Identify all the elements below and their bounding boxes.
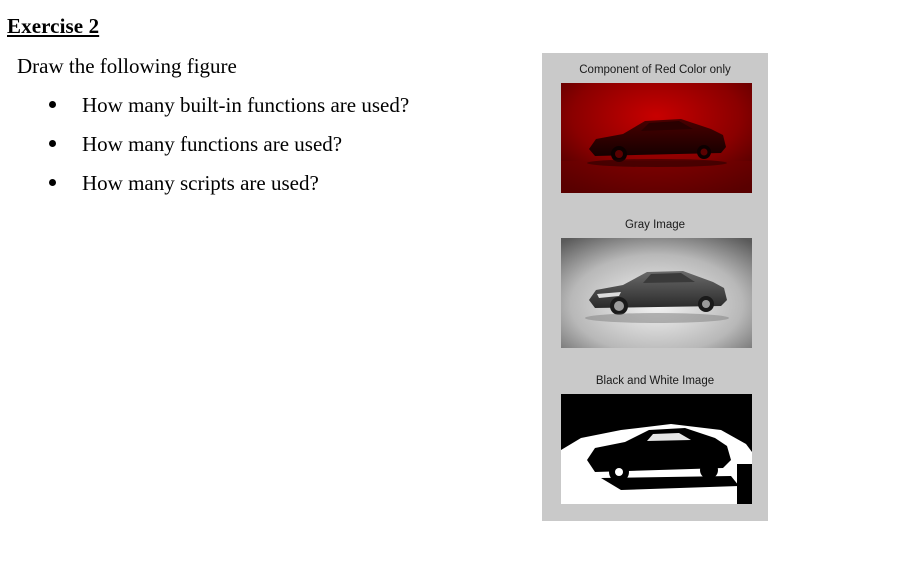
exercise-title: Exercise 2 bbox=[7, 14, 100, 38]
figure-window bbox=[542, 53, 768, 521]
red-component-image bbox=[561, 83, 752, 193]
question-text: How many scripts are used? bbox=[82, 171, 319, 195]
red-panel-title: Component of Red Color only bbox=[579, 64, 731, 76]
bullet-icon bbox=[49, 101, 56, 108]
exercise-intro: Draw the following figure bbox=[17, 54, 237, 78]
bullet-icon bbox=[49, 179, 56, 186]
gray-panel-title: Gray Image bbox=[624, 219, 686, 231]
bullet-icon bbox=[49, 140, 56, 147]
gray-image bbox=[561, 238, 752, 348]
bw-panel-title: Black and White Image bbox=[595, 375, 715, 387]
question-text: How many built-in functions are used? bbox=[82, 93, 410, 117]
question-text: How many functions are used? bbox=[82, 132, 343, 156]
black-white-image bbox=[561, 394, 752, 504]
